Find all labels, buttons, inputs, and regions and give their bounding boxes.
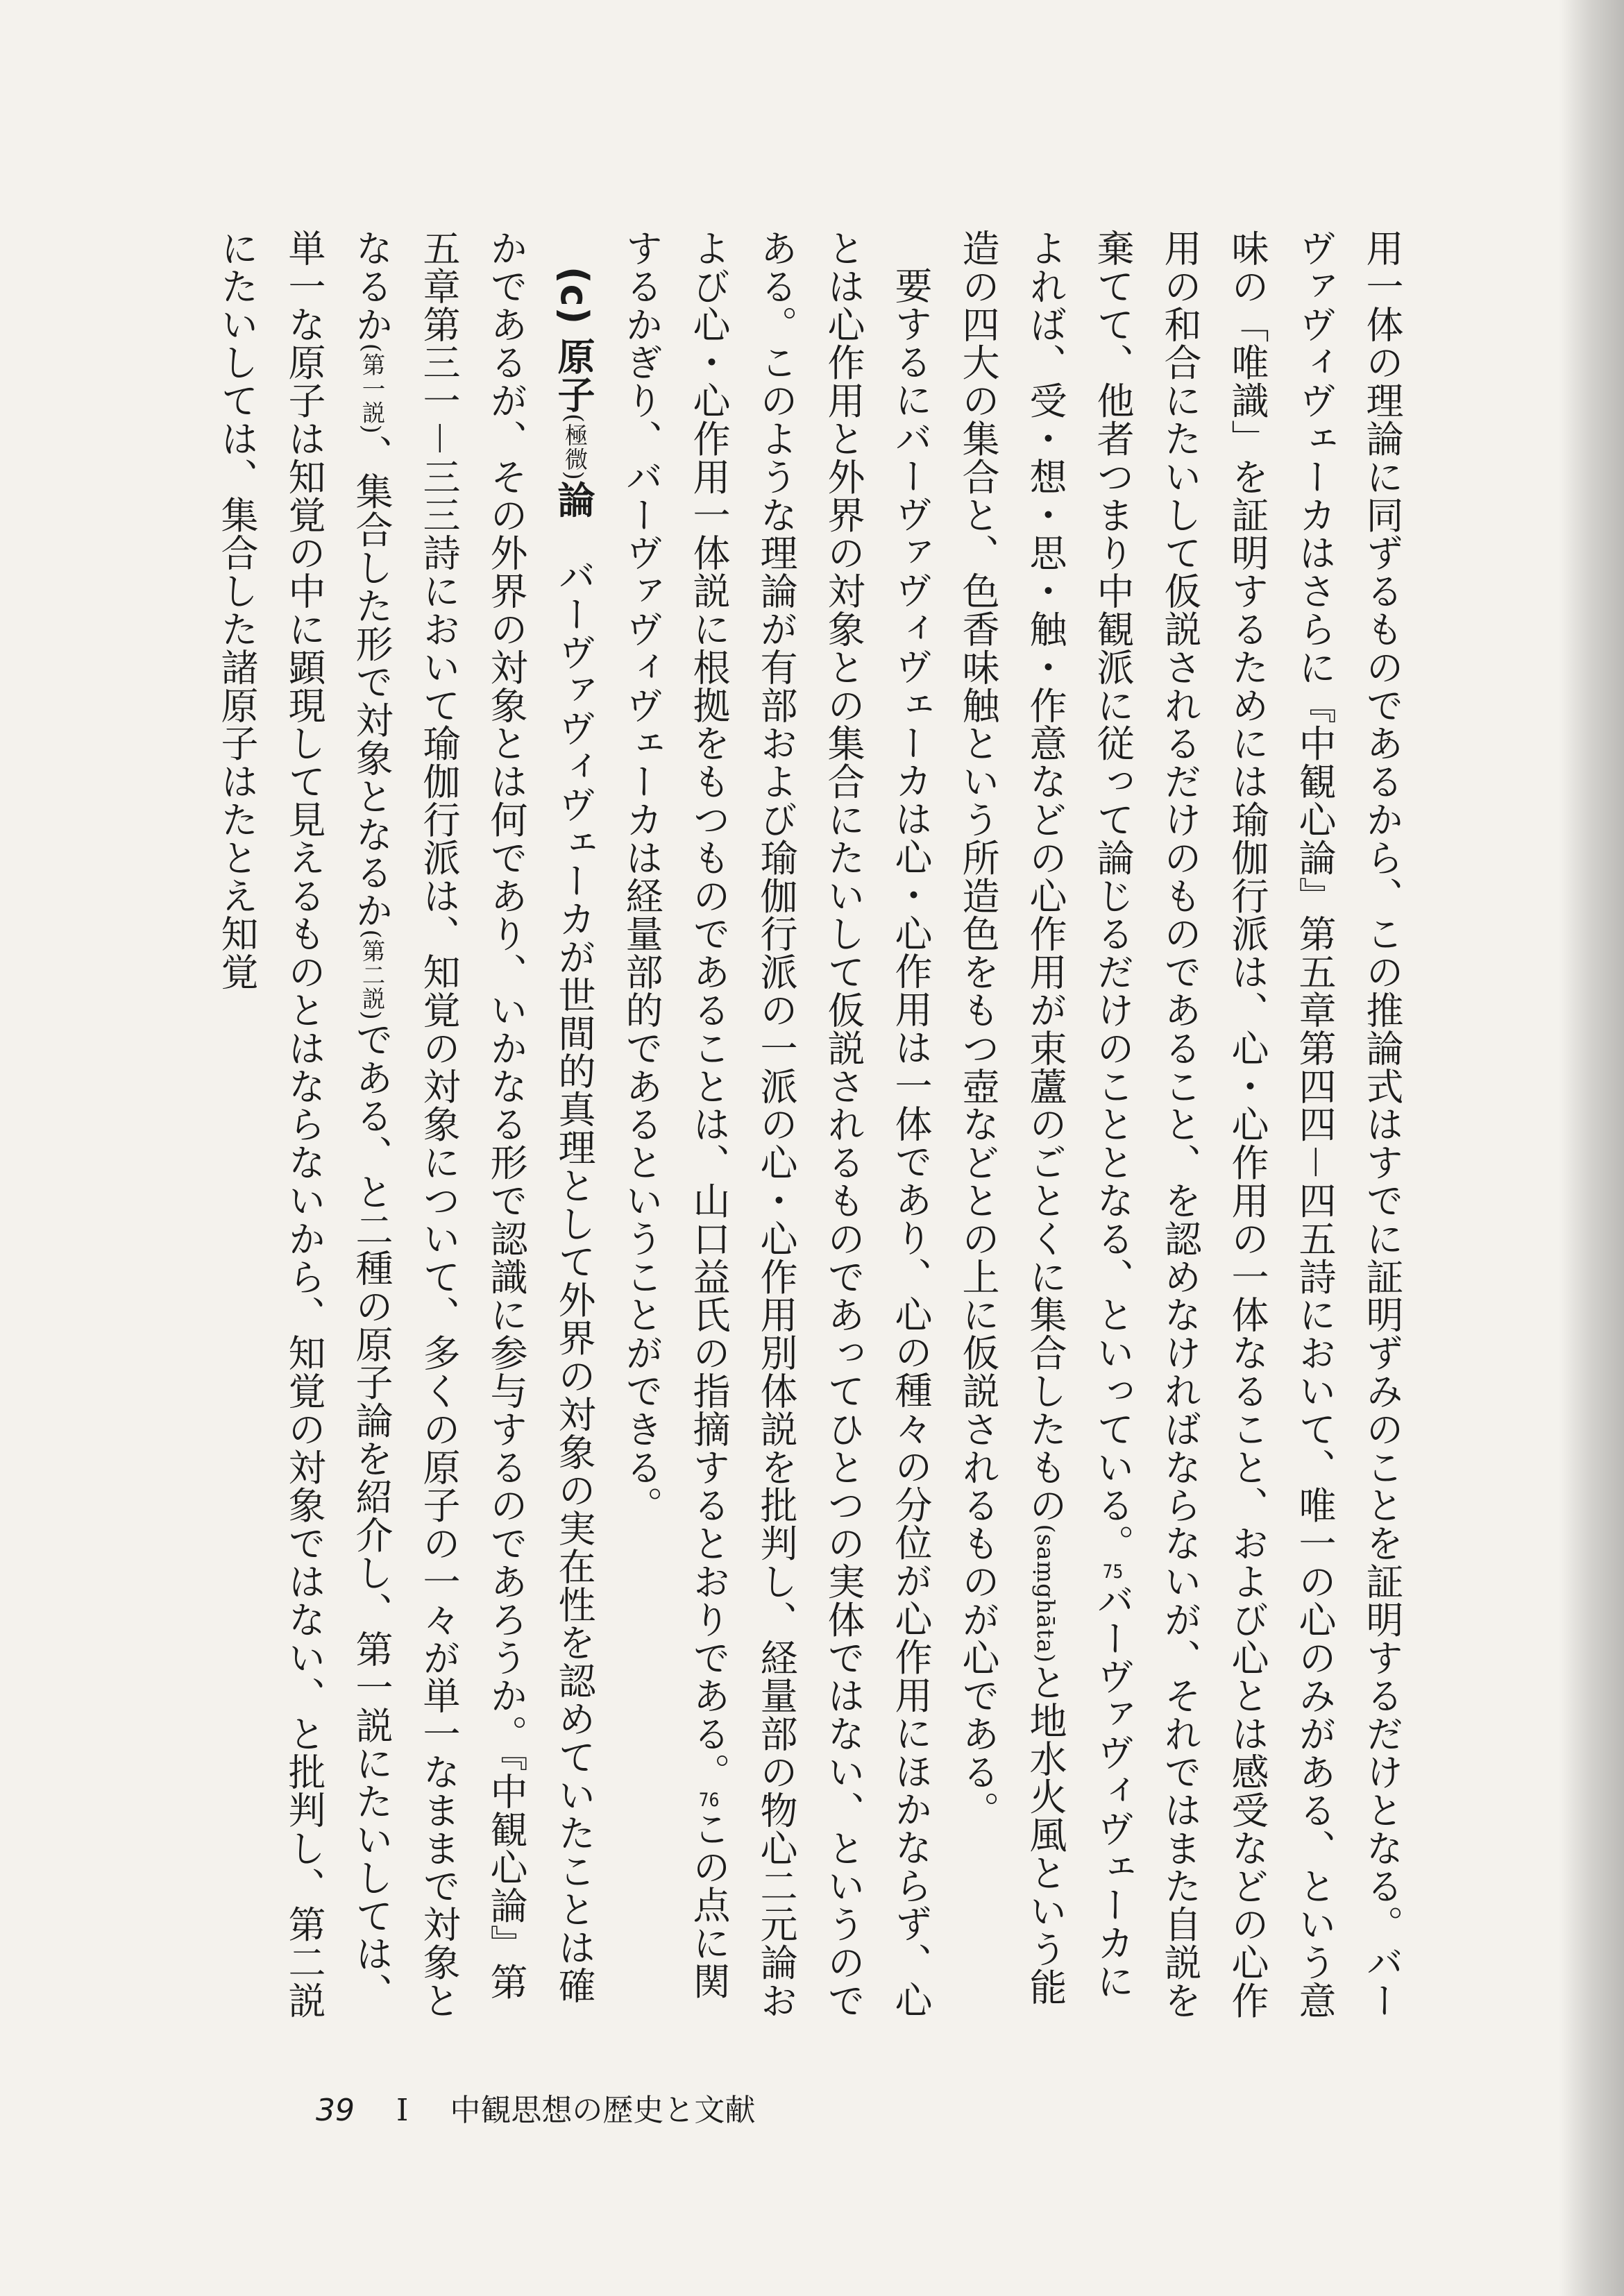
section-title-end: 論 <box>552 480 596 519</box>
paragraph-2 <box>608 229 945 2026</box>
paragraph-1 <box>945 229 1416 2026</box>
page-footer <box>316 2085 755 2129</box>
paragraph-1-text: 用一体の理論に同ずるものであるから、この推論式はすでに証明ずみのことを証明するだけとなる。バーヴァヴィヴェーカはさらに『中観心論』第五章第四四－四五詩において、唯一の心のみがある、という意味の「唯識」を証明するためには瑜伽行派は、心・心作用の一体なること、および心とは感受などの心作用の和合にたいして仮説されるだけのものであること、を認めなければならないが、それではまた自説を棄てて、他者つまり中観派に従って論じるだけのこととなる、といっている。 <box>1091 229 1404 2020</box>
body-text <box>215 229 1416 2026</box>
paragraph-3-text: バーヴァヴィヴェーカが世間的真理として外界の対象の実在性を認めていたことは確かであるが、その外界の対象とは何であり、いかなる形で認識に参与するのであろうか。『中観心論』第五章第三一－三三詩において瑜伽行派は、知覚の対象について、多くの原子の一々が単一なままで対象となるか <box>350 229 596 2020</box>
part-number: I <box>396 2093 409 2128</box>
paragraph-1-end: と地水火風という能造の四大の集合と、色香味触という所造色をもつ壺などとの上に仮説されるものが心である。 <box>956 229 1067 2007</box>
section-c <box>203 229 608 2026</box>
paragraph-3-cont: 、集合した形で対象となるか <box>350 434 394 930</box>
sanskrit-term: (saṃghāta) <box>1032 1524 1059 1663</box>
paragraph-2-end: この点に関するかぎり、バーヴァヴィヴェーカは経量部的であるということができる。 <box>620 229 731 2000</box>
paragraph-2-text: 要するにバーヴァヴィヴェーカは心・心作用は一体であり、心の種々の分位が心作用にほかならず、心とは心作用と外界の対象との集合にたいして仮説されるものであってひとつの実体ではない、というのである。このような理論が有部および瑜伽行派の一派の心・心作用別体説を批判し、経量部の物心二元論および心・心作用一体説に根拠をもつものであることは、山口益氏の指摘するとおりである。 <box>687 229 933 2020</box>
running-title: 中観思想の歴史と文献 <box>450 2093 756 2128</box>
section-label: (c) <box>552 266 596 325</box>
inline-note-1: (第一説) <box>358 343 385 434</box>
note-ref-75: 75 <box>1102 1562 1124 1581</box>
section-title-note: (極微) <box>561 413 588 481</box>
inline-note-2: (第二説) <box>358 929 385 1021</box>
section-title: 原子 <box>552 337 596 414</box>
paragraph-3-end: である、と二種の原子論を紹介し、第一説にたいしては、単一な原子は知覚の中に顕現して見えるものとはならないから、知覚の対象ではない、と批判し、第二説にたいしては、集合した諸原子はたとえ知覚 <box>215 229 394 2020</box>
note-ref-76: 76 <box>698 1790 720 1810</box>
page-number: 39 <box>316 2093 355 2128</box>
paragraph-1-cont: バーヴァヴィヴェーカによれば、受・想・思・触・作意などの心作用が束蘆のごとくに集合したもの <box>1024 229 1135 2000</box>
